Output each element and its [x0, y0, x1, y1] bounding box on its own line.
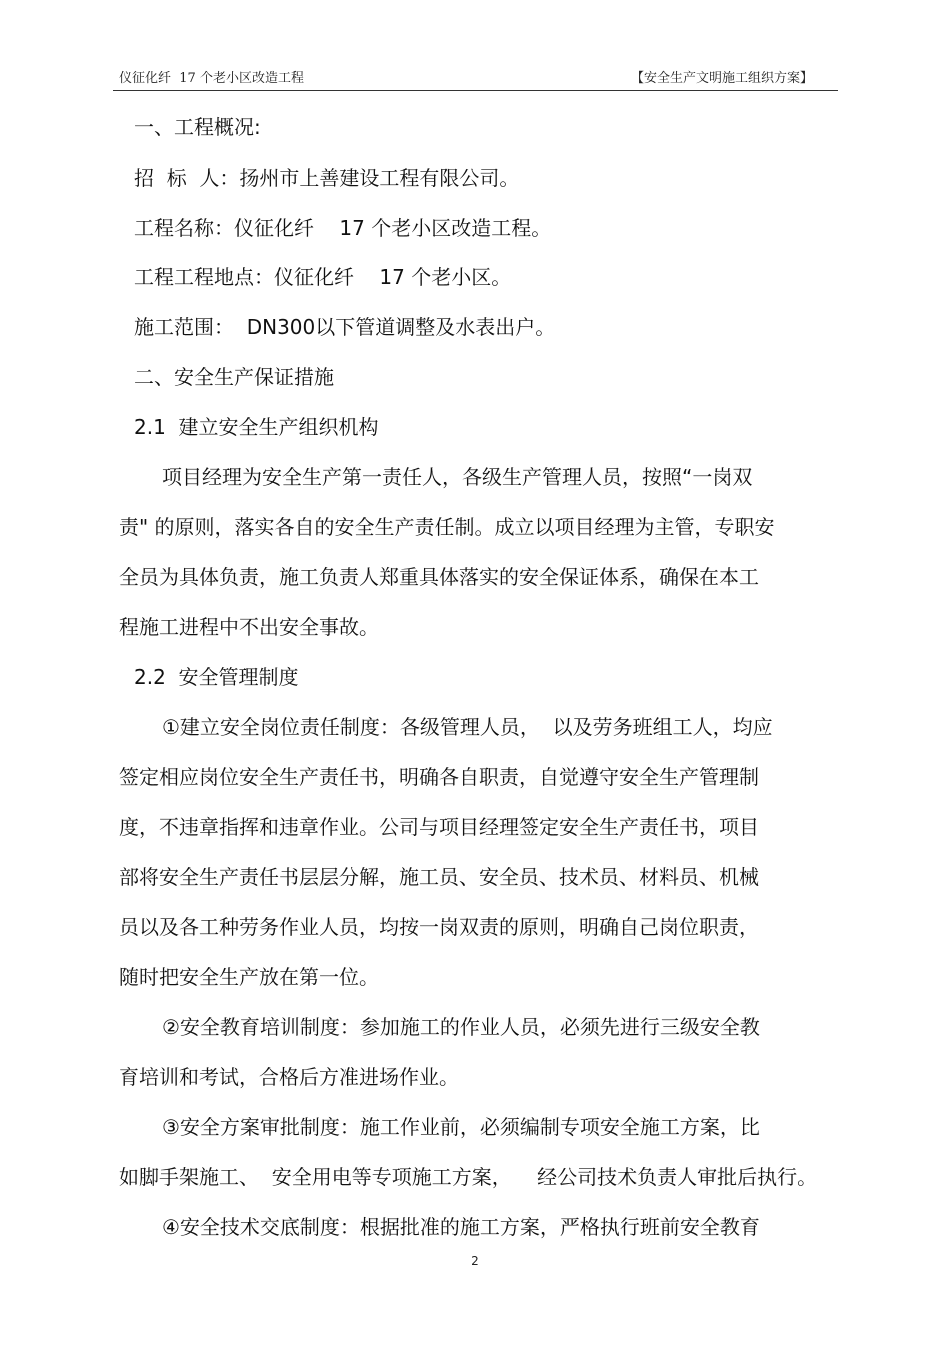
info-line-project-location: 工程工程地点：仪征化纤 17 个老小区。 [134, 265, 512, 289]
paragraph-line: ①建立安全岗位责任制度：各级管理人员， 以及劳务班组工人，均应 [162, 715, 773, 739]
header-divider [113, 90, 838, 91]
paragraph-line: ③安全方案审批制度：施工作业前，必须编制专项安全施工方案，比 [162, 1115, 760, 1139]
paragraph-line: 随时把安全生产放在第一位。 [119, 965, 379, 989]
section-heading-safety-measures: 二、安全生产保证措施 [134, 365, 334, 389]
info-line-project-name: 工程名称：仪征化纤 17 个老小区改造工程。 [134, 216, 552, 240]
paragraph-line: 员以及各工种劳务作业人员，均按一岗双责的原则，明确自己岗位职责， [119, 915, 759, 939]
header-project-title: 仪征化纤 17 个老小区改造工程 [119, 71, 304, 86]
subsection-heading-2-2: 2.2 安全管理制度 [134, 665, 299, 689]
info-line-construction-scope: 施工范围： DN300以下管道调整及水表出户。 [134, 315, 556, 339]
paragraph-line: 全员为具体负责，施工负责人郑重具体落实的安全保证体系，确保在本工 [119, 565, 759, 589]
info-line-bidder: 招 标 人：扬州市上善建设工程有限公司。 [134, 166, 520, 190]
paragraph-line: 部将安全生产责任书层层分解，施工员、安全员、技术员、材料员、机械 [119, 865, 759, 889]
section-heading-overview: 一、工程概况: [134, 115, 261, 139]
paragraph-line: ④安全技术交底制度：根据批准的施工方案，严格执行班前安全教育 [162, 1215, 760, 1239]
paragraph-line: ②安全教育培训制度：参加施工的作业人员，必须先进行三级安全教 [162, 1015, 760, 1039]
paragraph-line: 项目经理为安全生产第一责任人，各级生产管理人员，按照“一岗双 [162, 465, 753, 489]
paragraph-line: 签定相应岗位安全生产责任书，明确各自职责，自觉遵守安全生产管理制 [119, 765, 759, 789]
paragraph-line: 责" 的原则，落实各自的安全生产责任制。成立以项目经理为主管，专职安 [119, 515, 775, 539]
paragraph-line: 程施工进程中不出安全事故。 [119, 615, 379, 639]
paragraph-line: 如脚手架施工、 安全用电等专项施工方案， 经公司技术负责人审批后执行。 [119, 1165, 818, 1189]
header-document-title: 【安全生产文明施工组织方案】 [630, 71, 813, 86]
page-number: 2 [471, 1254, 479, 1268]
paragraph-line: 度，不违章指挥和违章作业。公司与项目经理签定安全生产责任书，项目 [119, 815, 759, 839]
subsection-heading-2-1: 2.1 建立安全生产组织机构 [134, 415, 379, 439]
paragraph-line: 育培训和考试，合格后方准进场作业。 [119, 1065, 459, 1089]
